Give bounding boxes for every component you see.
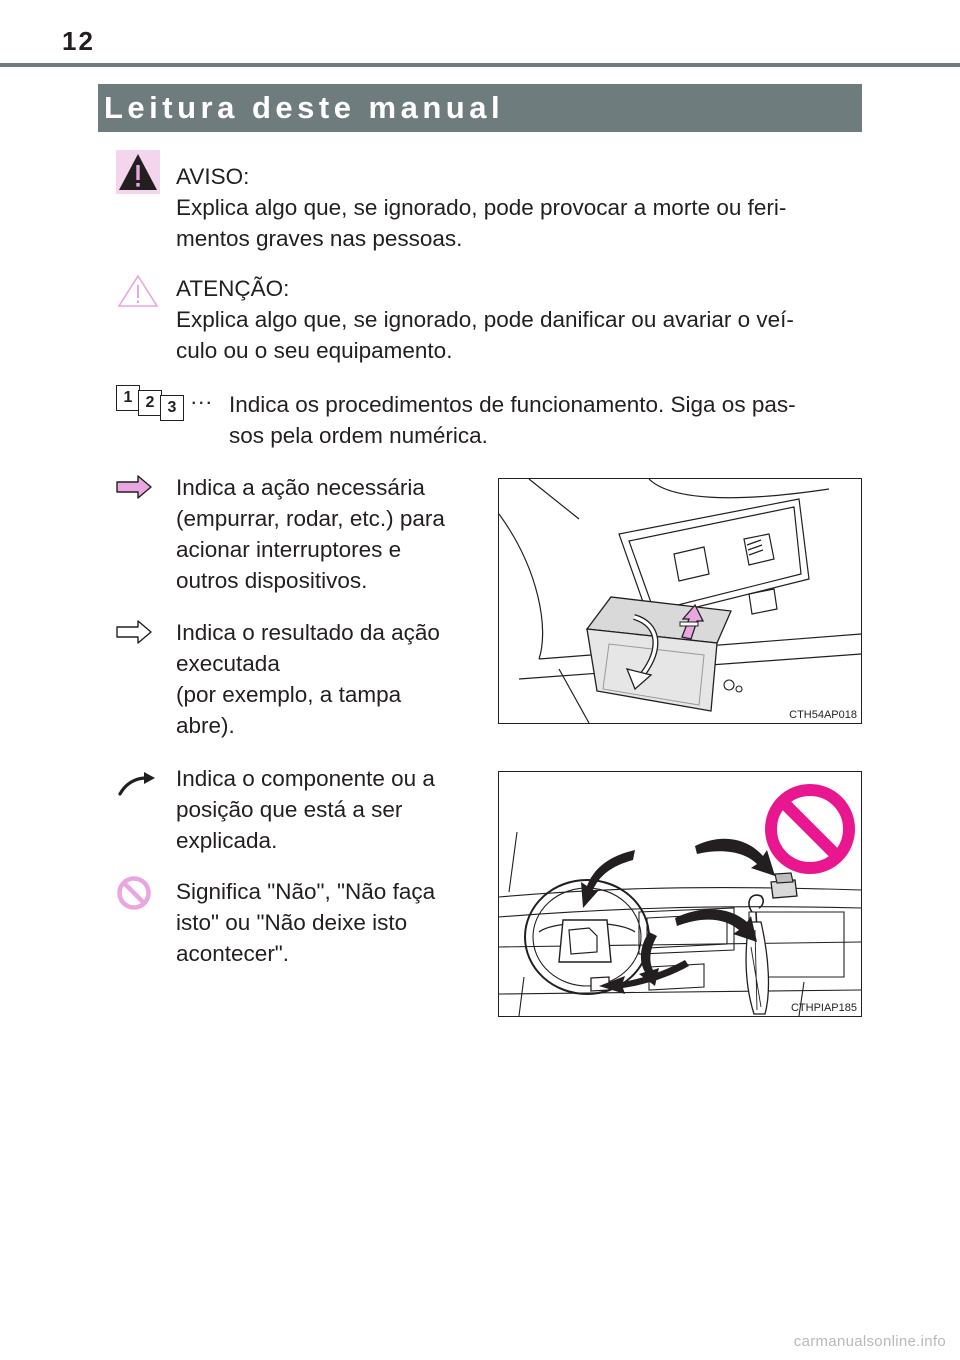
warning-triangle-filled-icon <box>116 150 160 194</box>
atencao-heading: ATENÇÃO: <box>176 276 290 301</box>
atencao-text-line: Explica algo que, se ignorado, pode danificar ou avariar o veí- <box>176 307 794 332</box>
steps-entry <box>229 389 796 451</box>
caution-triangle-outline-icon <box>116 274 160 308</box>
aviso-entry <box>176 161 786 254</box>
dashboard-illustration <box>498 771 862 1017</box>
page-number: 12 <box>62 26 95 56</box>
result-text-line: executada <box>176 651 280 676</box>
prohibition-text-line: Significa "Não", "Não faça <box>176 879 436 904</box>
section-title: Leitura deste manual <box>104 90 505 125</box>
component-text-line: explicada. <box>176 828 278 853</box>
component-text-line: posição que está a ser <box>176 797 403 822</box>
component-text-line: Indica o componente ou a <box>176 766 435 791</box>
atencao-entry <box>176 273 794 366</box>
header-rule <box>0 63 960 67</box>
action-text-line: outros dispositivos. <box>176 568 368 593</box>
overhead-console-drawing <box>499 479 861 723</box>
action-text-line: Indica a ação necessária <box>176 475 425 500</box>
prohibition-text-line: isto" ou "Não deixe isto <box>176 910 408 935</box>
step-badge-2: 2 <box>138 390 162 416</box>
aviso-text-line: Explica algo que, se ignorado, pode provocar a morte ou feri- <box>176 195 787 220</box>
aviso-heading: AVISO: <box>176 164 250 189</box>
action-text-line: acionar interruptores e <box>176 537 402 562</box>
filled-arrow-icon <box>116 475 152 499</box>
action-entry <box>176 472 445 596</box>
site-watermark: carmanualsonline.info <box>793 1333 946 1350</box>
steps-text-line: Indica os procedimentos de funcionamento. Siga os pas- <box>229 392 796 417</box>
figure-code: CTHPIAP185 <box>790 1002 857 1014</box>
result-text-line: (por exemplo, a tampa <box>176 682 402 707</box>
prohibition-icon <box>116 875 152 911</box>
component-entry <box>176 763 435 856</box>
steps-text-line: sos pela ordem numérica. <box>229 423 488 448</box>
pointer-arrow-icon <box>116 770 156 798</box>
prohibition-entry <box>176 876 435 969</box>
step-badge-1: 1 <box>116 385 140 411</box>
result-entry <box>176 617 440 741</box>
result-text-line: Indica o resultado da ação <box>176 620 440 645</box>
overhead-console-illustration <box>498 478 862 724</box>
action-text-line: (empurrar, rodar, etc.) para <box>176 506 445 531</box>
figure-code: CTH54AP018 <box>789 709 857 721</box>
step-badge-3: 3 <box>160 395 184 421</box>
outline-arrow-icon <box>116 620 152 644</box>
steps-dots: ··· <box>190 389 213 414</box>
dashboard-drawing <box>499 772 861 1016</box>
prohibition-text-line: acontecer". <box>176 941 290 966</box>
atencao-text-line: culo ou o seu equipamento. <box>176 338 453 363</box>
aviso-text-line: mentos graves nas pessoas. <box>176 226 463 251</box>
result-text-line: abre). <box>176 713 235 738</box>
